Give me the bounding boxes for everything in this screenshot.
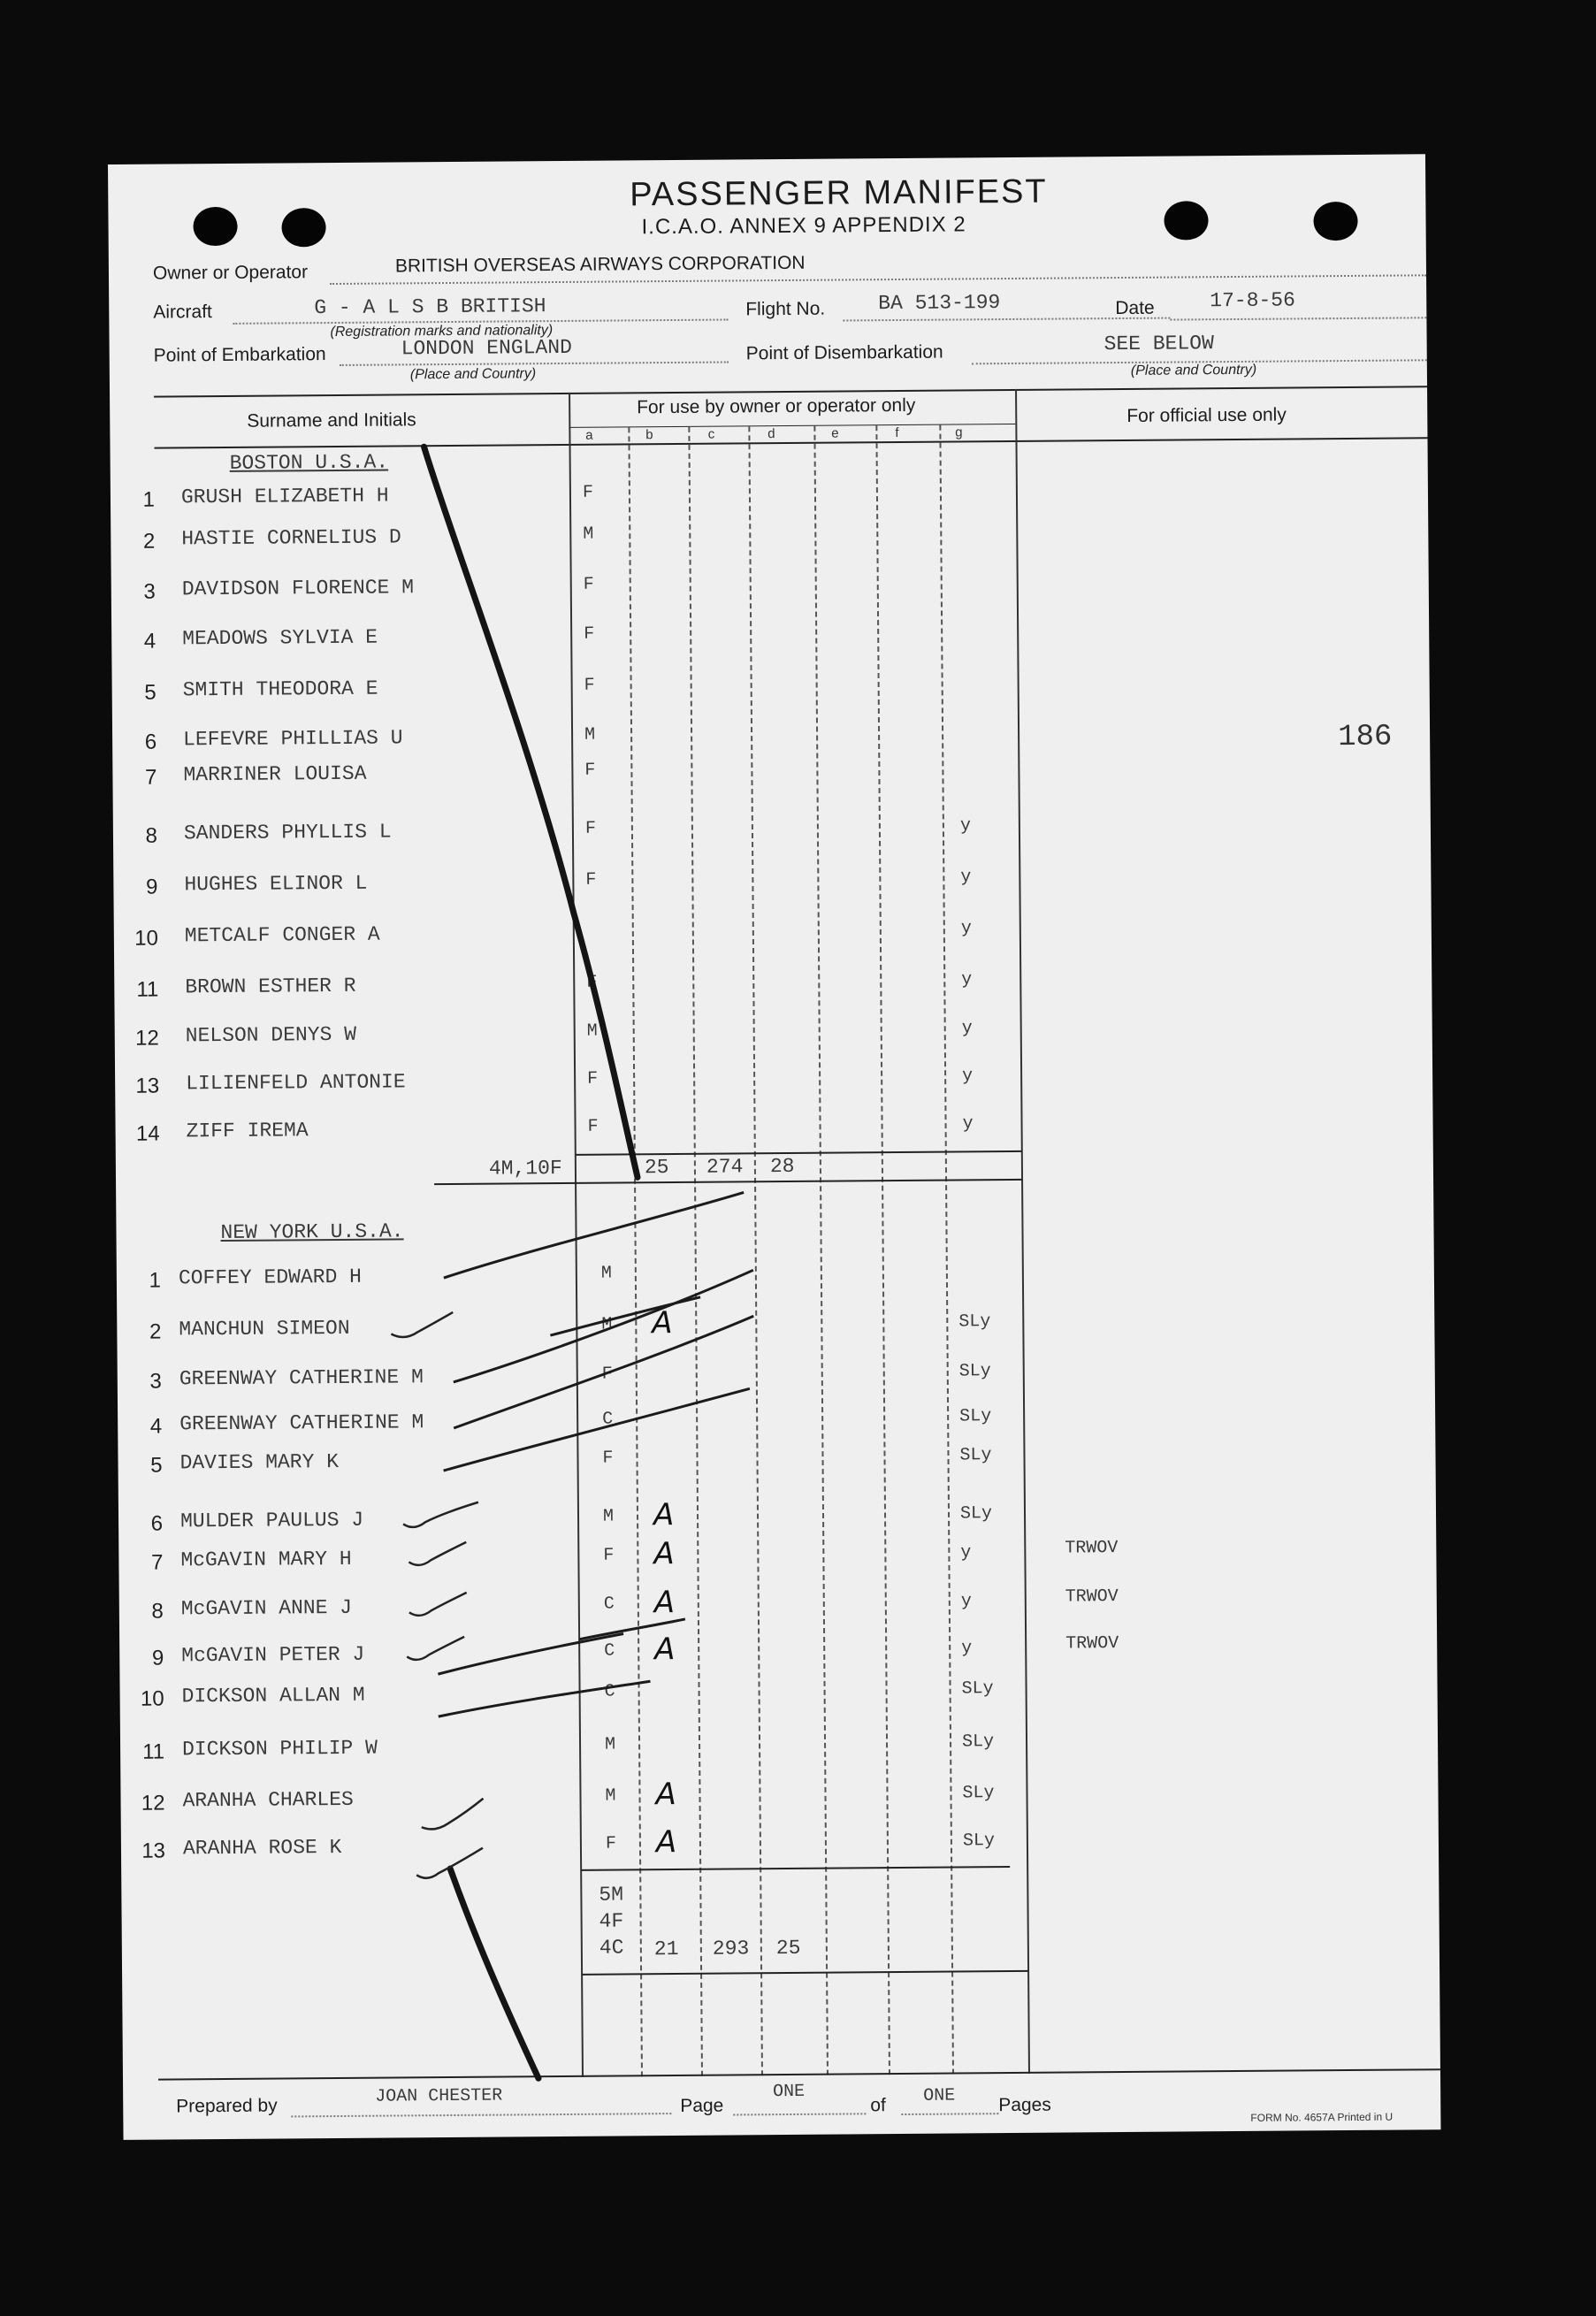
passenger-name: SMITH THEODORA E (182, 676, 378, 702)
row-number: 4 (149, 1414, 163, 1439)
ny-total-d: 25 (775, 1936, 801, 1961)
row-number: 7 (144, 765, 157, 790)
nationality-code: SLy (959, 1406, 992, 1427)
row-number: 9 (145, 875, 158, 899)
row-number: 5 (150, 1453, 163, 1478)
sex-code: M (604, 1734, 616, 1755)
passenger-name: METCALF CONGER A (184, 922, 380, 948)
passenger-name: DICKSON ALLAN M (181, 1683, 365, 1708)
nationality-code: SLy (958, 1311, 991, 1333)
disembark-value: SEE BELOW (1103, 332, 1214, 356)
section-heading-new-york: NEW YORK U.S.A. (220, 1219, 404, 1245)
owner-value: BRITISH OVERSEAS AIRWAYS CORPORATION (394, 252, 806, 277)
row-number: 14 (135, 1121, 160, 1146)
passenger-name: LEFEVRE PHILLIAS U (183, 726, 403, 752)
sex-code: C (602, 1409, 614, 1430)
nationality-code: SLy (961, 1731, 995, 1753)
column-f-header: f (895, 424, 899, 441)
row-number: 8 (151, 1599, 164, 1624)
column-g-header: g (955, 424, 963, 440)
nationality-code: y (960, 1542, 972, 1563)
row-number: 2 (142, 529, 156, 554)
boston-total-b: 25 (644, 1156, 669, 1180)
form-number: FORM No. 4657A Printed in U (1250, 2110, 1394, 2124)
row-number: 12 (134, 1026, 159, 1051)
handwritten-mark: A (654, 1632, 676, 1668)
passenger-name: GREENWAY CATHERINE M (179, 1410, 424, 1436)
flight-value: BA 513-199 (878, 291, 1001, 316)
column-a-header: a (585, 427, 593, 443)
nationality-code: SLy (959, 1445, 992, 1466)
nationality-code: y (960, 867, 972, 888)
nationality-code: y (959, 815, 972, 837)
owner-use-column-header: For use by owner or operator only (637, 394, 916, 418)
punch-hole (1164, 201, 1208, 240)
passenger-name: DAVIDSON FLORENCE M (181, 576, 415, 601)
date-value: 17-8-56 (1210, 288, 1295, 313)
of-label: of (870, 2095, 886, 2116)
embark-value: LONDON ENGLAND (401, 335, 572, 361)
punch-hole (281, 208, 325, 247)
row-number: 9 (151, 1646, 164, 1670)
embark-note: (Place and Country) (409, 366, 537, 383)
sex-code: F (584, 623, 595, 645)
row-number: 5 (144, 680, 157, 705)
nationality-code: y (960, 1591, 972, 1612)
ny-total-a3: 4C (599, 1936, 624, 1960)
sex-code: M (584, 724, 596, 745)
column-c-header: c (707, 426, 715, 442)
row-number: 10 (134, 926, 158, 951)
nationality-code: y (962, 1113, 974, 1135)
handwritten-mark: A (655, 1777, 676, 1813)
nationality-code: y (961, 1018, 973, 1039)
nationality-code: SLy (962, 1831, 996, 1852)
prepared-by-value: JOAN CHESTER (375, 2085, 503, 2107)
row-number: 3 (143, 579, 156, 604)
handwritten-mark: A (653, 1497, 675, 1533)
punch-hole (193, 207, 237, 246)
row-number: 13 (141, 1838, 166, 1863)
manifest-sheet (108, 154, 1440, 2140)
official-note: TRWOV (1065, 1633, 1119, 1655)
page-value: ONE (773, 2081, 806, 2103)
nationality-code: SLy (961, 1678, 994, 1700)
passenger-name: MARRINER LOUISA (183, 761, 367, 787)
ny-total-a2: 4F (599, 1909, 624, 1933)
sex-code: M (583, 524, 594, 545)
passenger-name: LILIENFELD ANTONIE (186, 1070, 406, 1096)
sex-code: F (583, 574, 594, 595)
nationality-code: SLy (959, 1503, 993, 1525)
passenger-name: MULDER PAULUS J (179, 1508, 364, 1533)
row-number: 1 (149, 1268, 162, 1293)
sex-code: F (603, 1545, 615, 1566)
margin-number: 186 (1337, 720, 1393, 755)
passenger-name: NELSON DENYS W (185, 1022, 357, 1048)
column-e-header: e (831, 425, 839, 441)
boston-total-a: 4M,10F (488, 1157, 562, 1181)
sex-code: M (601, 1314, 613, 1335)
passenger-name: ARANHA ROSE K (182, 1835, 342, 1861)
aircraft-label: Aircraft (153, 302, 212, 323)
nationality-code: y (962, 1066, 974, 1087)
row-number: 1 (142, 487, 156, 512)
handwritten-mark: A (653, 1585, 676, 1621)
sex-code: M (602, 1506, 615, 1527)
passenger-name: MEADOWS SYLVIA E (182, 625, 378, 651)
sex-code: F (605, 1833, 617, 1854)
passenger-name: HUGHES ELINOR L (184, 871, 368, 897)
sex-code: F (602, 1448, 614, 1469)
passenger-name: GREENWAY CATHERINE M (179, 1365, 424, 1391)
embark-label: Point of Embarkation (153, 344, 326, 366)
passenger-name: DICKSON PHILIP W (181, 1736, 378, 1762)
boston-total-d: 28 (769, 1154, 795, 1179)
surname-column-header: Surname and Initials (247, 409, 416, 432)
passenger-name: ZIFF IREMA (186, 1119, 309, 1143)
row-number: 11 (136, 977, 159, 1002)
sex-code: F (584, 818, 597, 839)
passenger-name: McGAVIN MARY H (180, 1547, 352, 1572)
row-number: 7 (150, 1550, 164, 1575)
section-heading-boston: BOSTON U.S.A. (229, 450, 389, 475)
sex-code: M (605, 1785, 616, 1807)
passenger-name: BROWN ESTHER R (185, 974, 356, 999)
sex-code: F (587, 1116, 599, 1137)
sex-code: C (603, 1594, 615, 1615)
official-note: TRWOV (1065, 1538, 1119, 1559)
passenger-name: SANDERS PHYLLIS L (183, 820, 392, 845)
handwritten-mark: A (652, 1305, 673, 1341)
official-note: TRWOV (1065, 1586, 1119, 1608)
disembark-label: Point of Disembarkation (745, 341, 943, 364)
aircraft-value: G - A L S B BRITISH (314, 294, 546, 320)
prepared-by-label: Prepared by (176, 2095, 278, 2117)
row-number: 11 (142, 1739, 165, 1764)
nationality-code: y (961, 1638, 973, 1659)
sex-code: F (582, 482, 594, 503)
registration-note: (Registration marks and nationality) (330, 323, 554, 340)
punch-hole (1313, 202, 1357, 241)
row-number: 8 (145, 823, 158, 848)
page-label: Page (680, 2095, 724, 2116)
passenger-name: HASTIE CORNELIUS D (181, 525, 401, 551)
handwritten-mark: A (655, 1824, 677, 1861)
passenger-name: DAVIES MARY K (179, 1449, 340, 1475)
pages-label: Pages (998, 2094, 1051, 2116)
row-number: 6 (144, 730, 157, 754)
row-number: 13 (135, 1074, 160, 1098)
ny-total-a1: 5M (599, 1883, 624, 1907)
column-d-header: d (767, 426, 775, 442)
sex-code: M (600, 1263, 612, 1284)
page-title: PASSENGER MANIFEST (630, 172, 1048, 214)
passenger-name: MANCHUN SIMEON (179, 1316, 350, 1341)
nationality-code: SLy (958, 1361, 991, 1382)
official-use-column-header: For official use only (1126, 404, 1287, 426)
date-label: Date (1115, 297, 1155, 319)
sex-code: C (604, 1640, 615, 1662)
nationality-code: y (960, 918, 972, 939)
sex-code: C (604, 1681, 615, 1702)
of-value: ONE (923, 2085, 956, 2106)
passenger-name: GRUSH ELIZABETH H (180, 484, 389, 509)
passenger-name: McGAVIN ANNE J (180, 1595, 353, 1621)
sex-code: F (584, 760, 596, 781)
nationality-code: SLy (962, 1783, 995, 1804)
passenger-name: COFFEY EDWARD H (178, 1265, 363, 1290)
ny-total-c: 293 (712, 1937, 750, 1961)
disembark-note: (Place and Country) (1130, 362, 1257, 378)
sex-code: F (585, 869, 597, 890)
row-number: 6 (150, 1511, 164, 1536)
nationality-code: y (961, 969, 973, 990)
passenger-name: McGAVIN PETER J (181, 1642, 365, 1668)
sex-code: M (586, 1020, 598, 1042)
row-number: 3 (149, 1369, 162, 1394)
boston-total-c: 274 (706, 1155, 744, 1179)
ny-total-b: 21 (653, 1937, 679, 1961)
handwritten-mark: A (653, 1536, 675, 1572)
page-subtitle: I.C.A.O. ANNEX 9 APPENDIX 2 (641, 212, 966, 240)
sex-code: F (584, 675, 595, 696)
passenger-name: ARANHA CHARLES (182, 1787, 354, 1813)
sex-code: F (586, 972, 598, 993)
row-number: 2 (149, 1319, 162, 1344)
row-number: 10 (140, 1686, 164, 1711)
owner-label: Owner or Operator (152, 262, 309, 284)
column-b-header: b (645, 427, 653, 443)
flight-label: Flight No. (745, 298, 826, 320)
sex-code: F (601, 1364, 613, 1385)
sex-code: F (587, 1068, 599, 1089)
row-number: 12 (141, 1791, 165, 1815)
row-number: 4 (143, 629, 157, 654)
